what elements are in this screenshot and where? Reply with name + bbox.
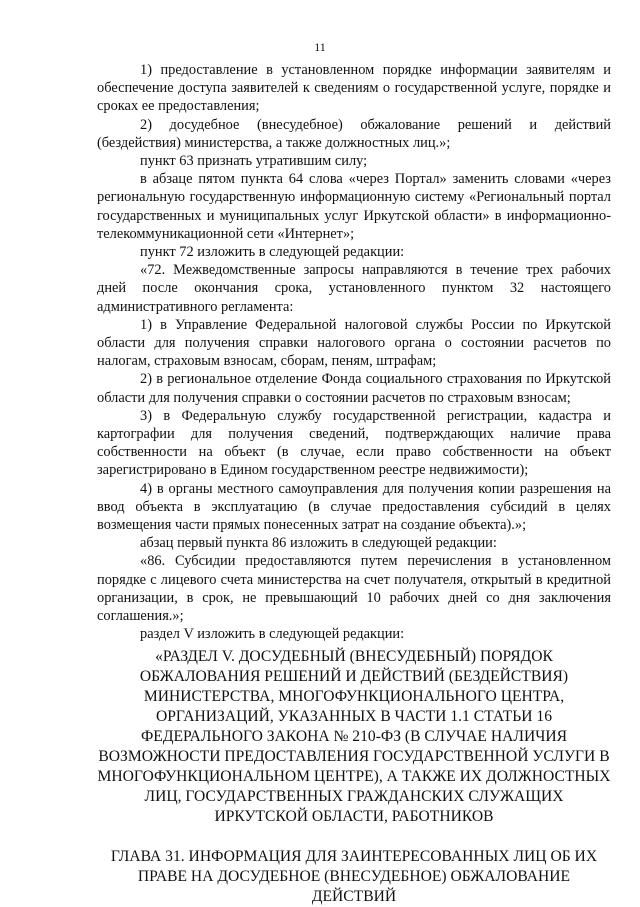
paragraph-point-64: в абзаце пятом пункта 64 слова «через Портал» заменить словами «через региональную государственную информационную систему «Региональный портал государственных и муниципальных услуг Иркутской области» в информационно-телекоммуникационной сети «Интернет»; [97, 171, 611, 242]
paragraph-request-4: 4) в органы местного самоуправления для получения копии разрешения на ввод объекта в эксплуатацию (в случае предоставления субсидий в целях возмещения части прямых понесенных затрат на создание объекта).»; [97, 480, 611, 534]
paragraph-item-1: 1) предоставление в установленном порядке информации заявителям и обеспечение доступа заявителей к сведениям о государственной услуге, порядке и сроках ее предоставления; [97, 62, 611, 115]
paragraph-point-72-intro: пункт 72 изложить в следующей редакции: [140, 244, 405, 261]
paragraph-section-v-intro: раздел V изложить в следующей редакции: [140, 626, 405, 643]
paragraph-item-2: 2) досудебное (внесудебное) обжалование решений и действий (бездействия) министерства, а также должностных лиц.»; [97, 116, 611, 151]
paragraph-request-2: 2) в региональное отделение Фонда социального страхования по Иркутской области для получения справки о состоянии расчетов по страховым взносам; [97, 371, 611, 406]
page-number: 11 [314, 40, 326, 54]
chapter-31-heading: ГЛАВА 31. ИНФОРМАЦИЯ ДЛЯ ЗАИНТЕРЕСОВАННЫХ ЛИЦ ОБ ИХ ПРАВЕ НА ДОСУДЕБНОЕ (ВНЕСУДЕБНОЕ) ОБЖАЛОВАНИЕ ДЕЙСТВИЙ [110, 847, 598, 905]
paragraph-point-63: пункт 63 признать утратившим силу; [140, 153, 368, 170]
section-v-heading-title: «РАЗДЕЛ V. ДОСУДЕБНЫЙ (ВНЕСУДЕБНЫЙ) ПОРЯДОК [155, 647, 553, 665]
document-body [97, 61, 611, 907]
section-v-heading [97, 647, 611, 827]
paragraph-request-1: 1) в Управление Федеральной налоговой службы России по Иркутской области для получения справки налогового органа о состоянии расчетов по налогам, страховым взносам, сборам, пеням, штрафам; [97, 316, 611, 370]
paragraph-point-72: «72. Межведомственные запросы направляются в течение трех рабочих дней после окончания срока, установленного пунктом 32 настоящего административного регламента: [97, 262, 611, 315]
paragraph-point-86: «86. Субсидии предоставляются путем перечисления в установленном порядке с лицевого счета министерства на счет получателя, открытый в кредитной организации, в срок, не превышающий 10 рабочих дней со дня заключения соглашения.»; [97, 553, 611, 625]
paragraph-point-86-intro: абзац первый пункта 86 изложить в следующей редакции: [140, 535, 497, 552]
paragraph-request-3: 3) в Федеральную службу государственной регистрации, кадастра и картографии для получения сведений, подтверждающих наличие права собственности на объект (в случае, если право собственности на объект зарегистрировано в Едином государственном реестре недвижимости); [97, 407, 611, 479]
section-v-heading-rest: ОБЖАЛОВАНИЯ РЕШЕНИЙ И ДЕЙСТВИЙ (БЕЗДЕЙСТВИЯ) МИНИСТЕРСТВА, МНОГОФУНКЦИОНАЛЬНОГО ЦЕНТРА, ОРГАНИЗАЦИЙ, УКАЗАННЫХ В ЧАСТИ 1.1 СТАТЬИ 16 ФЕДЕРАЛЬНОГО ЗАКОНА № 210-ФЗ (В СЛУЧАЕ НАЛИЧИЯ ВОЗМОЖНОСТИ ПРЕДОСТАВЛЕНИЯ ГОСУДАРСТВЕННОЙ УСЛУГИ В МНОГОФУНКЦИОНАЛЬНОМ ЦЕНТРЕ), А ТАКЖЕ ИХ ДОЛЖНОСТНЫХ ЛИЦ, ГОСУДАРСТВЕННЫХ ГРАЖДАНСКИХ СЛУЖАЩИХ ИРКУТСКОЙ ОБЛАСТИ, РАБОТНИКОВ [97, 667, 611, 825]
